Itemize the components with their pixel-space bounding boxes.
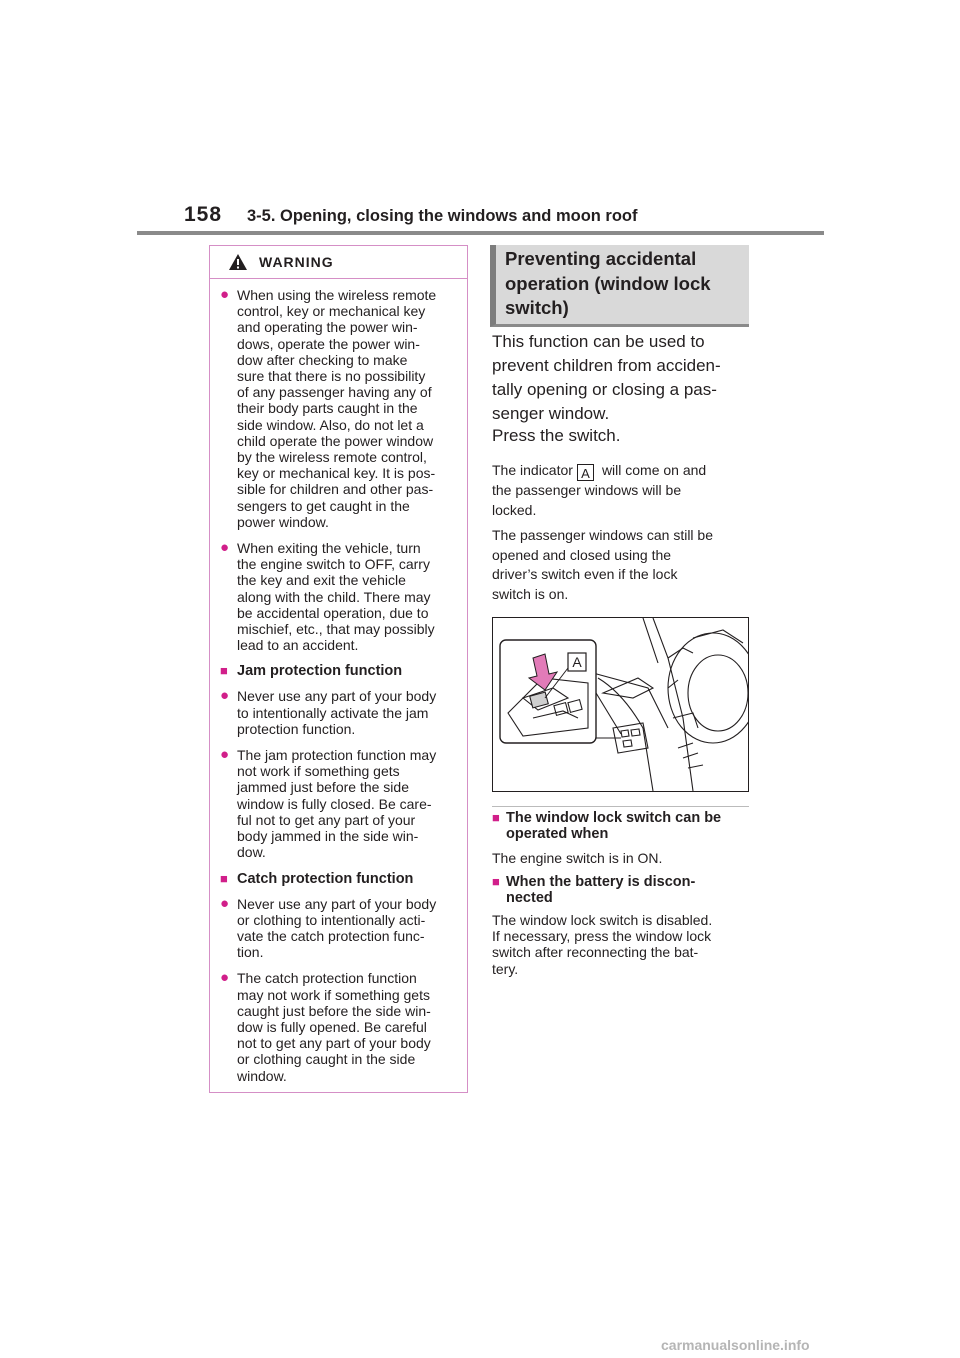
warning-title: WARNING — [259, 254, 334, 270]
heading-line: Preventing accidental — [505, 248, 697, 269]
section-title: 3-5. Opening, closing the windows and moon roof — [247, 207, 638, 225]
figure-label-a: A — [572, 654, 582, 670]
square-bullet-icon: ■ — [220, 870, 228, 886]
text-line: body jammed in the side win- — [237, 828, 419, 845]
bullet-icon: ● — [220, 969, 230, 987]
warning-box — [209, 245, 468, 1093]
text-line: side window. Also, do not let a — [237, 416, 424, 433]
text-line: jammed just before the side — [237, 779, 409, 796]
text-line: the passenger windows will be — [492, 482, 682, 498]
text-line: The catch protection function — [237, 970, 417, 987]
header-divider — [137, 231, 824, 235]
text-line: operated when — [506, 826, 609, 842]
text-line: dows, operate the power win- — [237, 335, 420, 352]
operation-condition-heading — [492, 810, 721, 842]
warning-item — [220, 970, 457, 1083]
text-line: Never use any part of your body — [237, 895, 437, 912]
text-line: power window. — [237, 513, 329, 530]
text-line: nected — [506, 890, 553, 906]
text-line: sible for children and other pas- — [237, 481, 434, 498]
lock-note — [492, 526, 713, 604]
text-line: senger window. — [492, 404, 610, 423]
text-line: tally opening or closing a pas- — [492, 380, 717, 399]
text-line: by the wireless remote control, — [237, 449, 427, 466]
text-line: When using the wireless remote — [237, 287, 437, 303]
text-line: may not work if something gets — [237, 986, 430, 1003]
text-line: window is fully closed. Be care- — [237, 795, 432, 812]
page-number: 158 — [184, 203, 223, 226]
text-line: opened and closed using the — [492, 546, 672, 563]
text-line: or clothing caught in the side — [237, 1051, 416, 1068]
jam-protection-heading: ■ Jam protection function — [220, 663, 403, 680]
text-line: When the battery is discon- — [506, 874, 696, 890]
text-line: driver’s switch even if the lock — [492, 566, 678, 582]
text-line: to intentionally activate the jam — [237, 704, 429, 721]
text-line: tion. — [237, 944, 264, 961]
text-line: or clothing to intentionally acti- — [237, 911, 426, 928]
text-line: If necessary, press the window lock — [492, 928, 712, 945]
text-line: switch after reconnecting the bat- — [492, 944, 699, 961]
text-line: sengers to get caught in the — [237, 497, 410, 514]
battery-disconnected-text — [492, 912, 712, 977]
text-line: window. — [237, 1067, 287, 1084]
text-line: This function can be used to — [492, 332, 705, 351]
text-line: not to get any part of your body — [237, 1035, 431, 1052]
text-line: switch is on. — [492, 585, 569, 602]
window-lock-switch-illustration — [492, 617, 749, 792]
instruction-text: Press the switch. — [492, 426, 621, 445]
text-line: their body parts caught in the — [237, 400, 418, 417]
text-line: ful not to get any part of your — [237, 811, 416, 828]
text-line: be accidental operation, due to — [237, 604, 429, 621]
bullet-icon: ● — [220, 687, 230, 705]
battery-disconnected-heading — [492, 874, 695, 906]
text-line: The passenger windows can still be — [492, 527, 714, 543]
catch-protection-heading: ■ Catch protection function — [220, 870, 414, 887]
watermark: carmanualsonline.info — [661, 1337, 810, 1353]
warning-item — [220, 747, 457, 860]
bullet-icon: ● — [220, 746, 230, 764]
text-line: The window lock switch is disabled. — [492, 912, 713, 928]
warning-item — [220, 287, 457, 530]
figure-divider — [492, 806, 749, 807]
bullet-icon: ● — [220, 286, 230, 303]
text-line: The indicator A will come on and — [492, 462, 707, 481]
text-line: protection function. — [237, 720, 356, 737]
text-line: caught just before the side win- — [237, 1002, 431, 1019]
square-bullet-icon: ■ — [492, 810, 500, 825]
text-line: and operating the power win- — [237, 319, 418, 336]
text-line: dow. — [237, 844, 266, 861]
text-line: vate the catch protection func- — [237, 927, 425, 944]
text-line: along with the child. There may — [237, 588, 431, 605]
text-line: locked. — [492, 501, 537, 518]
bullet-icon: ● — [220, 539, 230, 557]
text-line: key or mechanical key. It is pos- — [237, 465, 436, 482]
heading-line: switch) — [505, 297, 569, 318]
text-line: Never use any part of your body — [237, 688, 437, 705]
text-line: of any passenger having any of — [237, 384, 432, 401]
square-bullet-icon: ■ — [220, 663, 228, 679]
text-line: lead to an accident. — [237, 637, 359, 654]
text-line: The jam protection function may — [237, 747, 437, 764]
text-line: dow after checking to make — [237, 351, 408, 368]
text-line: tery. — [492, 960, 519, 977]
warning-header — [210, 246, 467, 279]
square-bullet-icon: ■ — [492, 874, 500, 889]
text-line: The engine switch is in ON. — [492, 850, 663, 866]
warning-item — [220, 896, 457, 961]
switch-diagram — [493, 618, 748, 791]
intro-paragraph — [492, 330, 721, 426]
operation-condition-text — [492, 850, 662, 866]
label-a-box: A — [577, 464, 594, 481]
text-line: not work if something gets — [237, 763, 400, 780]
text-line: the engine switch to OFF, carry — [237, 556, 430, 573]
bullet-icon: ● — [220, 894, 230, 912]
text-line: mischief, etc., that may possibly — [237, 621, 435, 638]
text-line: prevent children from acciden- — [492, 356, 721, 375]
text-line: When exiting the vehicle, turn — [237, 540, 421, 557]
text-line: control, key or mechanical key — [237, 303, 426, 320]
text-line: The window lock switch can be — [506, 810, 722, 826]
warning-triangle-icon — [228, 253, 248, 271]
text-line: dow is fully opened. Be careful — [237, 1018, 427, 1035]
warning-item — [220, 688, 457, 737]
text-line: sure that there is no possibility — [237, 368, 426, 385]
section-heading — [490, 245, 749, 327]
text-line: child operate the power window — [237, 432, 434, 449]
text-line: the key and exit the vehicle — [237, 572, 406, 589]
warning-item — [220, 540, 457, 653]
indicator-note — [492, 461, 706, 520]
heading-line: operation (window lock — [505, 272, 711, 294]
